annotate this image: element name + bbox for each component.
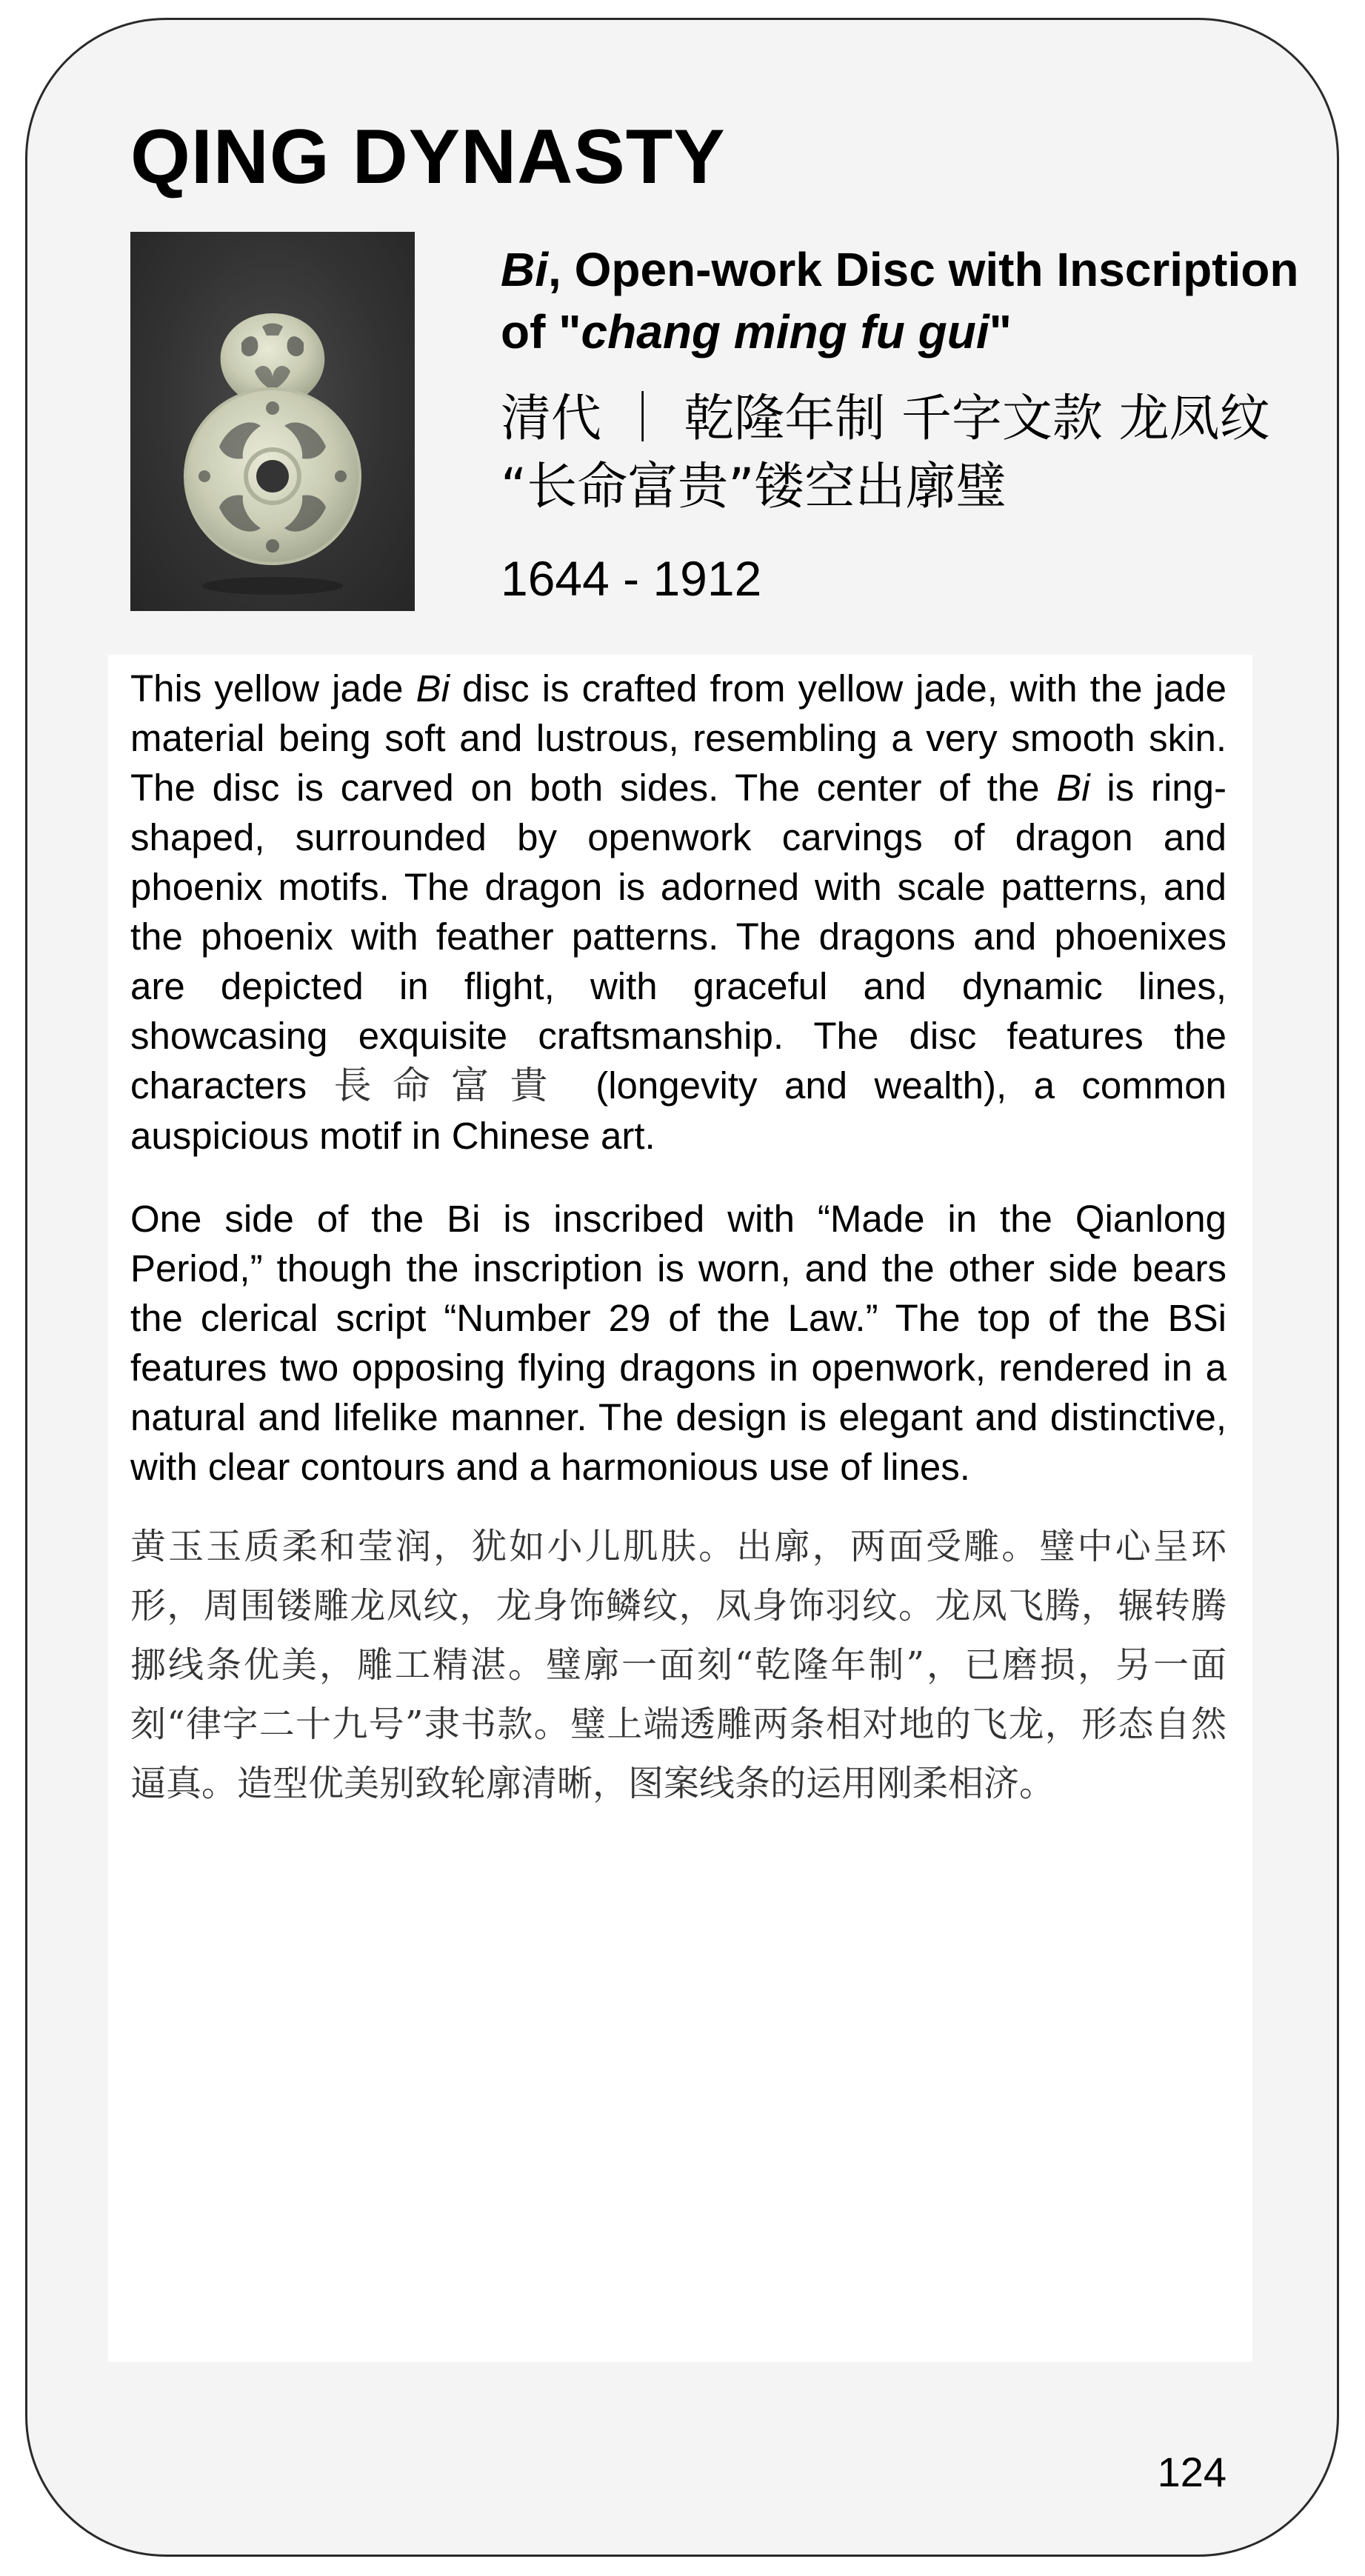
p1-text-1: This yellow jade (130, 667, 416, 710)
artwork-title-zh-line1: 清代 ｜ 乾隆年制 千字文款 龙凤纹 (501, 390, 1270, 448)
artwork-dates: 1644 - 1912 (501, 551, 762, 606)
p1-text-4: (longevity and wealth), a common auspicious motif in Chinese art. (130, 1064, 1227, 1157)
description-paragraph-1 (130, 664, 1227, 1161)
artwork-title-en (501, 238, 1323, 363)
p1-italic-bi-2: Bi (1056, 767, 1090, 809)
artwork-title-en-italic-inscription: chang ming fu gui (581, 305, 989, 358)
artwork-title-en-middle: , Open-work Disc with Inscription of " (501, 243, 1299, 358)
p1-text-3: is ring-shaped, surrounded by openwork carvings of dragon and phoenix motifs. The dragon is adorned with scale patterns, and the phoenix with feather patterns. The dragons and phoenixes are depicted in flight, with graceful and dynamic lines, showcasing exquisite craftsmanship. The disc features the characters (130, 767, 1227, 1107)
p1-text-2: disc is crafted from yellow jade, with the jade material being soft and lustrous, resembling a very smooth skin. The disc is carved on both sides. The center of the (130, 667, 1227, 809)
p1-chinese-characters: 長命富貴 (333, 1064, 569, 1108)
p1-italic-bi-1: Bi (415, 667, 450, 710)
jade-disc-illustration (130, 232, 415, 611)
artwork-title-zh-line2: “长命富贵”镂空出廓璧 (501, 458, 1007, 516)
artwork-photo (130, 232, 415, 611)
artwork-title-en-end: " (989, 305, 1012, 358)
description-paragraph-zh: 黄玉玉质柔和莹润，犹如小儿肌肤。出廓，两面受雕。璧中心呈环形，周围镂雕龙凤纹，龙身饰鳞纹，凤身饰羽纹。龙凤飞腾，辗转腾挪线条优美，雕工精湛。璧廓一面刻“乾隆年制”，已磨损，另一面刻“律字二十九号”隶书款。璧上端透雕两条相对地的飞龙，形态自然逼真。造型优美别致轮廓清晰，图案线条的运用刚柔相济。 (130, 1526, 1227, 1804)
artwork-title-en-italic-bi: Bi (501, 243, 548, 296)
artwork-title-zh (501, 385, 1323, 521)
page-title: QING DYNASTY (130, 114, 726, 200)
page-number: 124 (1157, 2449, 1227, 2495)
description-paragraph-2: One side of the Bi is inscribed with “Made in the Qianlong Period,” though the inscription is worn, and the other side bears the clerical script “Number 29 of the Law.” The top of the BSi features two opposing flying dragons in openwork, rendered in a natural and lifelike manner. The design is elegant and distinctive, with clear contours and a harmonious use of lines. (130, 1198, 1227, 1488)
